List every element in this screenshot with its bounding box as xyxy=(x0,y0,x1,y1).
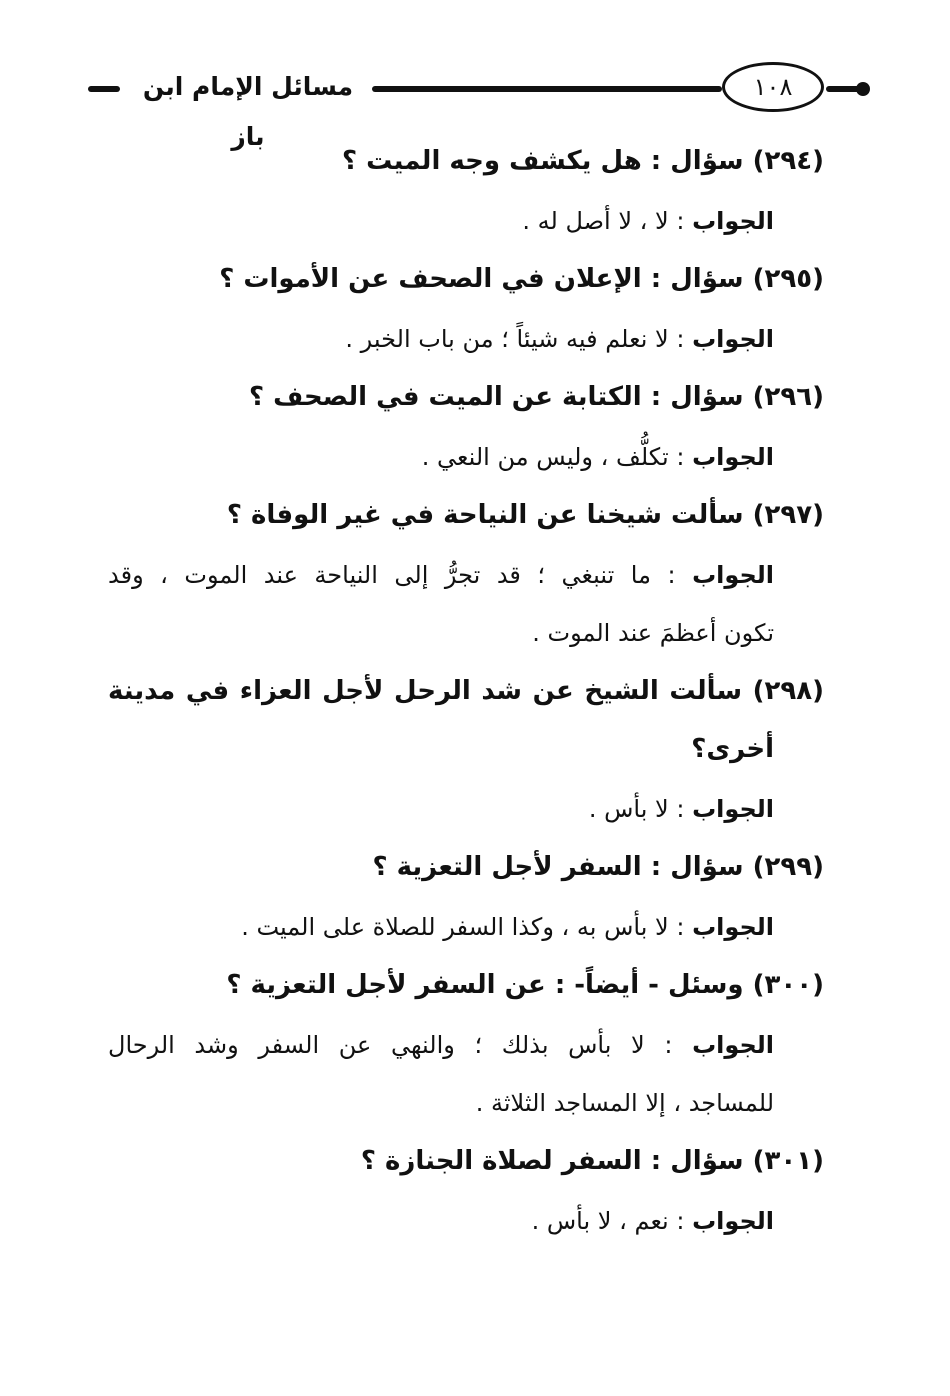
answer-text: : ما تنبغي ؛ قد تجرُّ إلى النياحة عند الموت ، وقد xyxy=(108,561,676,589)
question-297: (٢٩٧) سألت شيخنا عن النياحة في غير الوفاة ؟ xyxy=(226,500,824,530)
answer-298 xyxy=(589,784,774,834)
running-title: مسائل الإمام ابن باز xyxy=(142,72,354,151)
answer-text: : لا بأس بذلك ؛ والنهي عن السفر وشد الرحال xyxy=(108,1031,673,1059)
header-rule-right xyxy=(826,86,866,92)
answer-text: : لا بأس به ، وكذا السفر للصلاة على الميت . xyxy=(241,913,685,941)
answer-label: الجواب xyxy=(692,913,774,941)
answer-label: الجواب xyxy=(692,443,774,471)
question-298: (٢٩٨) سألت الشيخ عن شد الرحل لأجل العزاء في مدينة xyxy=(108,676,824,706)
question-301: (٣٠١) سؤال : السفر لصلاة الجنازة ؟ xyxy=(360,1146,824,1176)
answer-text: : لا بأس . xyxy=(588,795,685,823)
answer-text: : لا نعلم فيه شيئاً ؛ من باب الخبر . xyxy=(345,325,685,353)
answer-label: الجواب xyxy=(692,795,774,823)
answer-294 xyxy=(522,196,774,246)
question-299: (٢٩٩) سؤال : السفر لأجل التعزية ؟ xyxy=(372,852,824,882)
answer-296 xyxy=(422,432,774,482)
page-header xyxy=(0,0,950,151)
question-294: (٢٩٤) سؤال : هل يكشف وجه الميت ؟ xyxy=(341,146,824,176)
question-296: (٢٩٦) سؤال : الكتابة عن الميت في الصحف ؟ xyxy=(248,382,824,412)
answer-text: : نعم ، لا بأس . xyxy=(531,1207,685,1235)
answer-300-continued: للمساجد ، إلا المساجد الثلاثة . xyxy=(475,1089,774,1117)
header-rule-left xyxy=(88,86,120,92)
answer-label: الجواب xyxy=(692,561,774,589)
answer-text: : لا ، لا أصل له . xyxy=(522,207,685,235)
answer-301 xyxy=(532,1196,774,1246)
question-295: (٢٩٥) سؤال : الإعلان في الصحف عن الأموات ؟ xyxy=(219,264,824,294)
answer-label: الجواب xyxy=(692,1207,774,1235)
answer-label: الجواب xyxy=(692,1031,774,1059)
answer-text: : تكلُّف ، وليس من النعي . xyxy=(421,443,685,471)
answer-label: الجواب xyxy=(692,207,774,235)
answer-297 xyxy=(108,550,774,600)
answer-297-continued: تكون أعظمَ عند الموت . xyxy=(532,619,774,647)
answer-299 xyxy=(241,902,774,952)
answer-295 xyxy=(345,314,774,364)
answer-300 xyxy=(108,1020,774,1070)
question-300: (٣٠٠) وسئل - أيضاً- : عن السفر لأجل التعزية ؟ xyxy=(226,970,824,1000)
question-298-continued: أخرى؟ xyxy=(691,734,774,764)
header-rule-middle xyxy=(372,86,722,92)
page-number: ١٠٨ xyxy=(722,62,824,112)
answer-label: الجواب xyxy=(692,325,774,353)
